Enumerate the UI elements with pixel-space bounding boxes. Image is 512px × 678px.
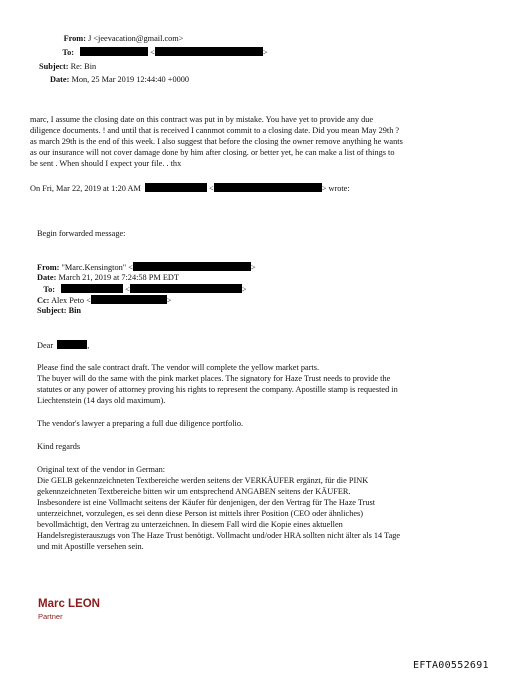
reply-line: marc, I assume the closing date on this contract was put in by mistake. You have yet to provide any due bbox=[30, 115, 374, 124]
fwd-from-label: From: bbox=[37, 263, 60, 272]
header-date-row bbox=[50, 75, 189, 84]
reply-line: as march 29th is the end of this week. I also suggest that before the closing the owner remove anything he wants bbox=[30, 137, 403, 146]
document-id: EFTA00552691 bbox=[413, 660, 489, 671]
fwd-from-row bbox=[37, 262, 256, 272]
reply-line: be sent . When should I expect your file. . thx bbox=[30, 159, 182, 168]
to-close: > bbox=[262, 48, 268, 57]
quote-intro-suffix: > wrote: bbox=[321, 184, 350, 193]
fwd-to-label: To: bbox=[43, 285, 55, 294]
date-value: Mon, 25 Mar 2019 12:44:40 +0000 bbox=[71, 75, 190, 84]
body-para1-line: Please find the sale contract draft. The vendor will complete the yellow market parts. bbox=[37, 363, 320, 372]
fwd-date-label: Date: bbox=[37, 273, 57, 282]
quote-intro-open: < bbox=[209, 184, 214, 193]
greeting-text: Dear bbox=[37, 341, 54, 350]
redaction-block bbox=[61, 284, 123, 293]
german-line: bevollmächtigt, den Vertrag zu unterzeichnen. In diesem Fall wird die Kopie eines aktuellen bbox=[37, 520, 343, 529]
fwd-date-value: March 21, 2019 at 7:24:58 PM EDT bbox=[58, 273, 179, 282]
reply-line: as our insurance will not cover damage done by him after closing. or better yet, he can make a list of things to bbox=[30, 148, 395, 157]
german-line: Original text of the vendor in German: bbox=[37, 465, 166, 474]
from-value: J <jeevacation@gmail.com> bbox=[88, 34, 184, 43]
quote-intro-prefix: On Fri, Mar 22, 2019 at 1:20 AM bbox=[30, 184, 141, 193]
date-label: Date: bbox=[50, 75, 70, 84]
header-from-row bbox=[46, 34, 183, 43]
subject-value: Re: Bin bbox=[70, 62, 97, 71]
body-closing: Kind regards bbox=[37, 442, 81, 451]
redaction-block bbox=[57, 340, 90, 350]
header-to-row bbox=[46, 47, 268, 57]
fwd-from-close: > bbox=[250, 263, 256, 272]
fwd-to-close: > bbox=[241, 285, 247, 294]
subject-label: Subject: bbox=[39, 62, 69, 71]
fwd-subject-label: Subject: bbox=[37, 306, 67, 315]
redaction-block bbox=[133, 262, 251, 271]
body-para1-line: statutes or any power of attorney proving his rights to represent the company. Apostille stamp is requested in bbox=[37, 385, 398, 394]
german-line: Die GELB gekennzeichneten Textbereiche werden seitens der VERKÄUFER ergänzt, für die PINK bbox=[37, 476, 369, 485]
german-line: gekennzeichneten Textbereiche bitten wir um entsprechend ANGABEN seitens der KÄUFER. bbox=[37, 487, 351, 496]
header-subject-row bbox=[39, 62, 96, 71]
redaction-block bbox=[214, 183, 322, 192]
fwd-from-value: "Marc.Kensington" < bbox=[61, 263, 133, 272]
greeting-end: , bbox=[87, 341, 90, 350]
forwarded-label: Begin forwarded message: bbox=[37, 229, 126, 238]
redaction-block bbox=[80, 47, 148, 56]
signature-title: Partner bbox=[38, 612, 63, 621]
german-line: und mit Apostille versehen sein. bbox=[37, 542, 144, 551]
reply-line: diligence documents. ! and until that is received I cannmot commit to a closing date. Did you mean May 29th ? bbox=[30, 126, 400, 135]
signature-name: Marc LEON bbox=[38, 598, 100, 610]
to-label: To: bbox=[62, 48, 74, 57]
fwd-cc-close: > bbox=[166, 296, 172, 305]
body-para1-line: Liechtenstein (14 days old maximum). bbox=[37, 396, 166, 405]
redaction-block bbox=[130, 284, 242, 293]
to-open: < bbox=[150, 48, 155, 57]
fwd-date-row bbox=[37, 273, 179, 282]
fwd-cc-value: Alex Peto < bbox=[51, 296, 91, 305]
body-para2: The vendor's lawyer a preparing a full due diligence portfolio. bbox=[37, 419, 244, 428]
fwd-subject-value: Bin bbox=[68, 306, 82, 315]
german-line: Insbesondere ist eine Vollmacht seitens der Käufer für denjenigen, der den Vertrag für The Haze Trust bbox=[37, 498, 376, 507]
quote-intro bbox=[30, 183, 350, 193]
redaction-block bbox=[91, 295, 167, 304]
redaction-block bbox=[155, 47, 263, 56]
fwd-cc-row bbox=[37, 295, 171, 305]
redaction-block bbox=[145, 183, 207, 192]
greeting bbox=[37, 340, 89, 350]
fwd-cc-label: Cc: bbox=[37, 296, 50, 305]
german-line: Handelsregisterauszugs von The Haze Trust benötigt. Vollmacht und/oder HRA sollten nicht älter als 14 Tage bbox=[37, 531, 401, 540]
fwd-subject-row bbox=[37, 306, 81, 315]
body-para1-line: The buyer will do the same with the pink market places. The signatory for Haze Trust needs to provide the bbox=[37, 374, 391, 383]
fwd-to-row bbox=[37, 284, 247, 294]
german-line: unterzeichnet, vorzulegen, es sei denn diese Person ist mittels ihrer Position (CEO oder ähnliches) bbox=[37, 509, 364, 518]
fwd-to-open: < bbox=[125, 285, 130, 294]
from-label: From: bbox=[63, 34, 86, 43]
